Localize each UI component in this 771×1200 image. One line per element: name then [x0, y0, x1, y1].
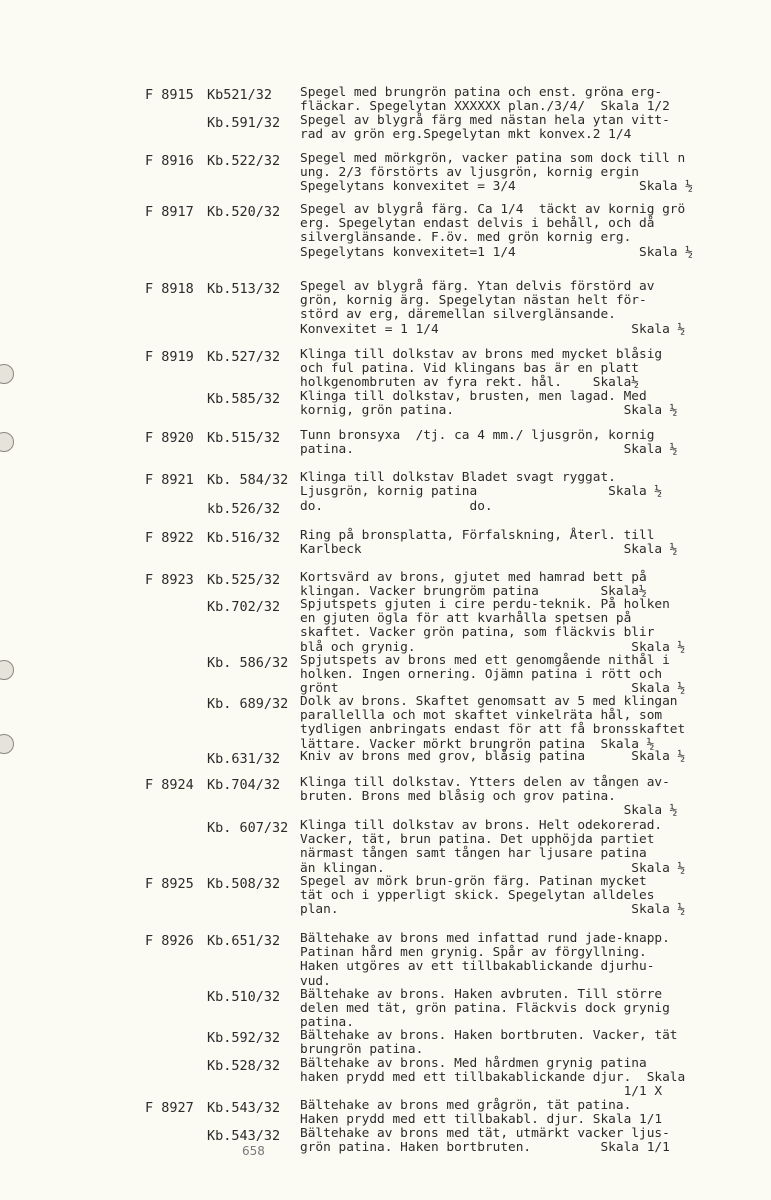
f-number: F 8916 [145, 153, 194, 169]
description-line: Spegel med brungrön patina och enst. gröna erg- [300, 85, 663, 100]
description-line: ung. 2/3 förstörts av ljusgrön, kornig ergin [300, 165, 639, 181]
description-line: brungrön patina. [300, 1042, 424, 1058]
binder-hole [0, 432, 14, 452]
description-line: Spegel av blygrå färg. Ca 1/4 täckt av kornig grö [300, 202, 686, 217]
description-line: patina. Skala ½ [300, 442, 678, 458]
item-description [300, 932, 720, 989]
f-number: F 8918 [145, 281, 194, 297]
page-number: 658 [242, 1144, 265, 1158]
description-line: Klinga till dolkstav, brusten, men lagad. Med [300, 389, 647, 404]
f-number: F 8922 [145, 530, 194, 546]
f-number: F 8921 [145, 472, 194, 488]
kb-number: Kb.510/32 [207, 989, 281, 1005]
item-description [300, 429, 720, 457]
description-line: Bältehake av brons med tät, utmärkt vacker ljus- [300, 1126, 670, 1141]
description-line: Spegel av blygrå färg. Ytan delvis förstörd av [300, 279, 655, 294]
item-description [300, 695, 720, 752]
description-line: Dolk av brons. Skaftet genomsatt av 5 med klingan [300, 694, 678, 709]
description-line: plan. Skala ½ [300, 902, 686, 918]
kb-number: Kb.585/32 [207, 391, 281, 407]
description-line: grön patina. Haken bortbruten. Skala 1/1 [300, 1140, 670, 1156]
kb-number: Kb. 607/32 [207, 820, 289, 836]
kb-number: Kb.591/32 [207, 115, 281, 131]
description-line: än klingan. Skala ½ [300, 860, 686, 876]
kb-number: Kb.516/32 [207, 530, 281, 546]
item-description [300, 500, 720, 514]
item-description [300, 114, 720, 142]
f-number: F 8919 [145, 349, 194, 365]
item-description [300, 348, 720, 391]
description-line: delen med tät, grön patina. Fläckvis dock grynig [300, 1001, 670, 1017]
kb-number: Kb521/32 [207, 87, 273, 103]
description-line: Bältehake av brons med grågrön, tät patina. [300, 1098, 632, 1113]
description-line: vud. [300, 973, 331, 989]
item-description [300, 390, 720, 418]
f-number: F 8926 [145, 933, 194, 949]
f-number: F 8927 [145, 1100, 194, 1116]
f-number: F 8915 [145, 87, 194, 103]
item-description [300, 471, 720, 499]
kb-number: Kb.527/32 [207, 349, 281, 365]
description-line: Bältehake av brons. Haken bortbruten. Vacker, tät [300, 1028, 678, 1043]
description-line: grön, kornig ärg. Spegelytan nästan helt för- [300, 293, 647, 309]
f-number: F 8917 [145, 204, 194, 220]
description-line: Spjutspets gjuten i cire perdu-teknik. På holken [300, 597, 670, 612]
description-line: Spegel av blygrå färg med nästan hela ytan vitt- [300, 113, 670, 128]
description-line: rad av grön erg.Spegelytan mkt konvex.2 1/4 [300, 127, 632, 143]
description-line: Kniv av brons med grov, blåsig patina Skala ½ [300, 749, 686, 764]
kb-number: Kb.543/32 [207, 1100, 281, 1116]
item-description [300, 988, 720, 1031]
description-line: störd av erg, däremellan silverglänsande. [300, 307, 616, 323]
kb-number: Kb.704/32 [207, 777, 281, 793]
description-line: blå och grynig. Skala ½ [300, 639, 686, 655]
item-description [300, 776, 720, 819]
description-line: Klinga till dolkstav. Ytters delen av tången av- [300, 775, 670, 790]
description-line: Spegelytans konvexitet=1 1/4 Skala ½ [300, 244, 693, 260]
description-line: Spegel med mörkgrön, vacker patina som dock till n [300, 151, 686, 166]
description-line: Spjutspets av brons med ett genomgående nithål i [300, 653, 670, 668]
description-line: bruten. Brons med blåsig och grov patina. [300, 789, 616, 805]
description-line: Kortsvärd av brons, gjutet med hamrad bett på [300, 570, 647, 585]
description-line: parallellla och mot skaftet vinkelräta hål, som [300, 708, 663, 724]
item-description [300, 819, 720, 876]
description-line: Karlbeck Skala ½ [300, 542, 678, 558]
kb-number: Kb.508/32 [207, 876, 281, 892]
kb-number: kb.526/32 [207, 501, 281, 517]
kb-number: Kb.631/32 [207, 751, 281, 767]
description-line: Ljusgrön, kornig patina Skala ½ [300, 484, 663, 500]
f-number: F 8923 [145, 572, 194, 588]
item-description [300, 1099, 720, 1127]
kb-number: Kb.522/32 [207, 153, 281, 169]
item-description [300, 875, 720, 918]
item-description [300, 86, 720, 114]
binder-hole [0, 660, 14, 680]
description-line: Spegel av mörk brun-grön färg. Patinan mycket [300, 874, 647, 889]
f-number: F 8924 [145, 777, 194, 793]
description-line: skaftet. Vacker grön patina, som fläckvis blir [300, 625, 655, 641]
description-line: Konvexitet = 1 1/4 Skala ½ [300, 321, 686, 337]
description-line: Patinan hård men grynig. Spår av förgyllning. [300, 945, 647, 961]
kb-number: Kb.592/32 [207, 1030, 281, 1046]
description-line: holken. Ingen ornering. Ojämn patina i rött och [300, 667, 663, 683]
description-line: Bältehake av brons. Med hårdmen grynig patina [300, 1056, 647, 1071]
description-line: Tunn bronsyxa /tj. ca 4 mm./ ljusgrön, kornig [300, 428, 655, 443]
description-line: Bältehake av brons. Haken avbruten. Till större [300, 987, 663, 1002]
kb-number: Kb.525/32 [207, 572, 281, 588]
kb-number: Kb.528/32 [207, 1058, 281, 1074]
description-line: erg. Spegelytan endast delvis i behåll, och då [300, 216, 655, 232]
description-line: patina. [300, 1015, 354, 1031]
description-line: lättare. Vacker mörkt brungrön patina Skala ½ [300, 736, 655, 752]
description-line: närmast tången samt tången har ljusare patina [300, 846, 647, 862]
description-line: en gjuten ögla för att kvarhålla spetsen på [300, 611, 632, 627]
description-line: Bältehake av brons med infattad rund jade-knapp. [300, 931, 670, 946]
description-line: Klinga till dolkstav av brons med mycket blåsig [300, 347, 663, 362]
description-line: fläckar. Spegelytan XXXXXX plan./3/4/ Skala 1/2 [300, 99, 670, 115]
description-line: Skala ½ [300, 803, 678, 819]
kb-number: Kb. 586/32 [207, 655, 289, 671]
kb-number: Kb.702/32 [207, 599, 281, 615]
description-line: tydligen anbringats endast för att få bronsskaftet [300, 722, 686, 738]
description-line: 1/1 X [300, 1084, 663, 1100]
description-line: tät och i ypperligt skick. Spegelytan alldeles [300, 888, 655, 904]
item-description [300, 203, 720, 260]
kb-number: Kb. 584/32 [207, 472, 289, 488]
kb-number: Kb.513/32 [207, 281, 281, 297]
description-line: klingan. Vacker brungröm patina Skala½ [300, 584, 647, 600]
kb-number: Kb.515/32 [207, 430, 281, 446]
description-line: holkgenombruten av fyra rekt. hål. Skala½ [300, 375, 639, 391]
kb-number: Kb.520/32 [207, 204, 281, 220]
description-line: grönt Skala ½ [300, 681, 686, 697]
description-line: och ful patina. Vid klingans bas är en platt [300, 361, 639, 377]
item-description [300, 654, 720, 697]
description-line: Klinga till dolkstav Bladet svagt ryggat. [300, 470, 616, 485]
item-description [300, 598, 720, 655]
description-line: Haken prydd med ett tillbakabl. djur. Skala 1/1 [300, 1112, 663, 1128]
description-line: haken prydd med ett tillbakablickande djur. Skala [300, 1070, 686, 1086]
item-description [300, 1029, 720, 1057]
kb-number: Kb.651/32 [207, 933, 281, 949]
item-description [300, 280, 720, 337]
description-line: silverglänsande. F.öv. med grön kornig erg. [300, 230, 632, 246]
f-number: F 8920 [145, 430, 194, 446]
binder-hole [0, 364, 14, 384]
item-description [300, 529, 720, 557]
description-line: Spegelytans konvexitet = 3/4 Skala ½ [300, 179, 693, 195]
item-description [300, 152, 720, 195]
item-description [300, 1127, 720, 1155]
description-line: Klinga till dolkstav av brons. Helt odekorerad. [300, 818, 663, 833]
item-description [300, 750, 720, 764]
item-description [300, 1057, 720, 1100]
description-line: do. do. [300, 499, 493, 514]
f-number: F 8925 [145, 876, 194, 892]
description-line: Vacker, tät, brun patina. Det upphöjda partiet [300, 832, 655, 848]
description-line: kornig, grön patina. Skala ½ [300, 403, 678, 419]
description-line: Haken utgöres av ett tillbakablickande djurhu- [300, 959, 655, 975]
kb-number: Kb.543/32 [207, 1128, 281, 1144]
description-line: Ring på bronsplatta, Förfalskning, Återl. till [300, 528, 655, 543]
kb-number: Kb. 689/32 [207, 696, 289, 712]
binder-hole [0, 734, 14, 754]
item-description [300, 571, 720, 599]
